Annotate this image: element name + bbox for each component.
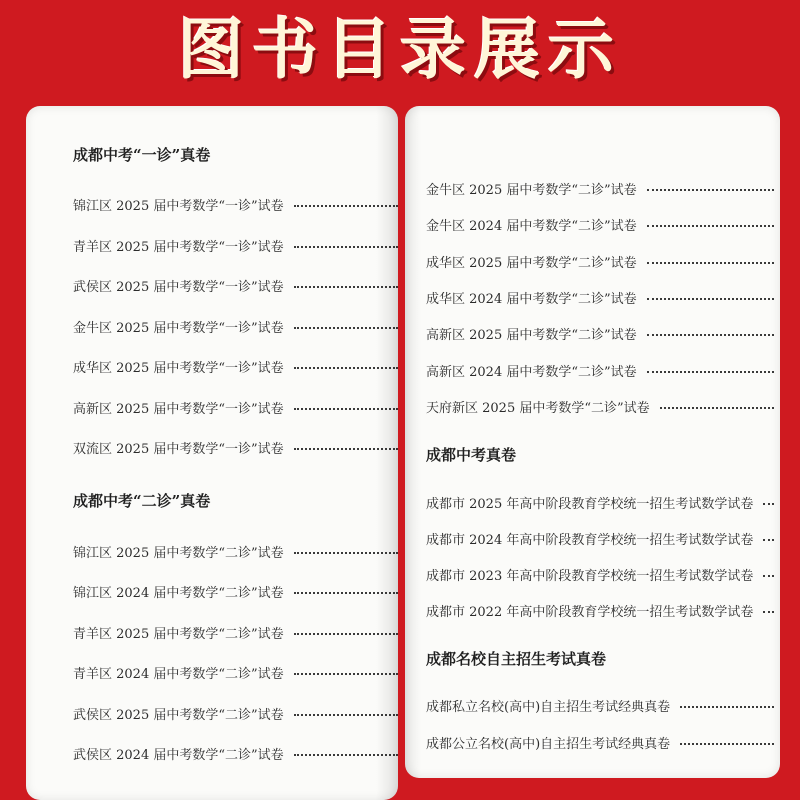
toc-entry-label: 高新区 2025 届中考数学“二诊”试卷 (426, 328, 637, 343)
leader-dots (294, 551, 398, 554)
leader-dots (294, 713, 398, 716)
toc-entry (426, 696, 774, 715)
toc-entry (426, 397, 774, 416)
toc-entry-label: 金牛区 2024 届中考数学“二诊”试卷 (426, 219, 637, 234)
leader-dots (647, 333, 774, 336)
toc-entry (426, 361, 774, 380)
toc-entry-label: 高新区 2025 届中考数学“一诊”试卷 (73, 402, 284, 417)
toc-entry-label: 成都私立名校(高中)自主招生考试经典真卷 (426, 700, 671, 715)
leader-dots (294, 285, 398, 288)
toc-entry-label: 双流区 2025 届中考数学“一诊”试卷 (73, 442, 284, 457)
section-title-zhongkao: 成都中考真卷 (426, 446, 517, 464)
toc-entry (73, 704, 398, 723)
toc-entry-label: 锦江区 2024 届中考数学“二诊”试卷 (73, 586, 284, 601)
leader-dots (294, 245, 398, 248)
toc-entry (73, 623, 398, 642)
toc-entry (73, 195, 398, 214)
toc-entry (73, 663, 398, 682)
leader-dots (680, 705, 774, 708)
toc-entry-label: 成华区 2025 届中考数学“一诊”试卷 (73, 361, 284, 376)
toc-entry-label: 青羊区 2025 届中考数学“一诊”试卷 (73, 240, 284, 255)
toc-entry-label: 天府新区 2025 届中考数学“二诊”试卷 (426, 401, 650, 416)
toc-entry-label: 成都公立名校(高中)自主招生考试经典真卷 (426, 737, 671, 752)
leader-dots (294, 326, 398, 329)
toc-entry-label: 成都市 2024 年高中阶段教育学校统一招生考试数学试卷 (426, 533, 754, 548)
toc-entry (73, 438, 398, 457)
toc-entry (426, 324, 774, 343)
toc-entry (73, 744, 398, 763)
leader-dots (647, 297, 774, 300)
leader-dots (763, 502, 774, 505)
leader-dots (647, 370, 774, 373)
leader-dots (763, 574, 774, 577)
toc-entry (426, 215, 774, 234)
toc-entry-label: 武侯区 2024 届中考数学“二诊”试卷 (73, 748, 284, 763)
toc-entry (73, 357, 398, 376)
toc-entry-label: 金牛区 2025 届中考数学“二诊”试卷 (426, 183, 637, 198)
toc-entry-label: 成都市 2025 年高中阶段教育学校统一招生考试数学试卷 (426, 497, 754, 512)
banner-title: 图书目录展示 (178, 11, 622, 88)
toc-entry-label: 青羊区 2025 届中考数学“二诊”试卷 (73, 627, 284, 642)
leader-dots (294, 591, 398, 594)
leader-dots (294, 753, 398, 756)
toc-entry (73, 236, 398, 255)
toc-entry-label: 武侯区 2025 届中考数学“一诊”试卷 (73, 280, 284, 295)
leader-dots (294, 447, 398, 450)
leader-dots (647, 188, 774, 191)
toc-entry-label: 锦江区 2025 届中考数学“二诊”试卷 (73, 546, 284, 561)
section-title-yizhen: 成都中考“一诊”真卷 (73, 146, 211, 164)
toc-entry (73, 398, 398, 417)
toc-entry (426, 529, 774, 548)
toc-entry (426, 601, 774, 620)
leader-dots (763, 610, 774, 613)
leader-dots (680, 742, 774, 745)
leader-dots (647, 261, 774, 264)
toc-entry-label: 金牛区 2025 届中考数学“一诊”试卷 (73, 321, 284, 336)
toc-entry-label: 高新区 2024 届中考数学“二诊”试卷 (426, 365, 637, 380)
section-title-zizhu: 成都名校自主招生考试真卷 (426, 650, 607, 668)
right-page (405, 106, 780, 778)
toc-entry (73, 317, 398, 336)
toc-entry (426, 493, 774, 512)
leader-dots (294, 632, 398, 635)
toc-entry (426, 179, 774, 198)
toc-entry-label: 成都市 2022 年高中阶段教育学校统一招生考试数学试卷 (426, 605, 754, 620)
leader-dots (294, 204, 398, 207)
toc-entry (426, 733, 774, 752)
banner (0, 0, 800, 100)
leader-dots (660, 406, 774, 409)
section-title-erzhen: 成都中考“二诊”真卷 (73, 492, 211, 510)
toc-entry (73, 276, 398, 295)
leader-dots (647, 224, 774, 227)
leader-dots (294, 672, 398, 675)
left-page (26, 106, 398, 800)
toc-entry-label: 锦江区 2025 届中考数学“一诊”试卷 (73, 199, 284, 214)
leader-dots (294, 407, 398, 410)
leader-dots (763, 538, 774, 541)
toc-entry (73, 582, 398, 601)
toc-entry (73, 542, 398, 561)
toc-entry-label: 成华区 2025 届中考数学“二诊”试卷 (426, 256, 637, 271)
toc-entry-label: 青羊区 2024 届中考数学“二诊”试卷 (73, 667, 284, 682)
leader-dots (294, 366, 398, 369)
toc-entry (426, 288, 774, 307)
toc-entry-label: 成华区 2024 届中考数学“二诊”试卷 (426, 292, 637, 307)
toc-entry (426, 252, 774, 271)
toc-entry (426, 565, 774, 584)
toc-entry-label: 武侯区 2025 届中考数学“二诊”试卷 (73, 708, 284, 723)
toc-entry-label: 成都市 2023 年高中阶段教育学校统一招生考试数学试卷 (426, 569, 754, 584)
